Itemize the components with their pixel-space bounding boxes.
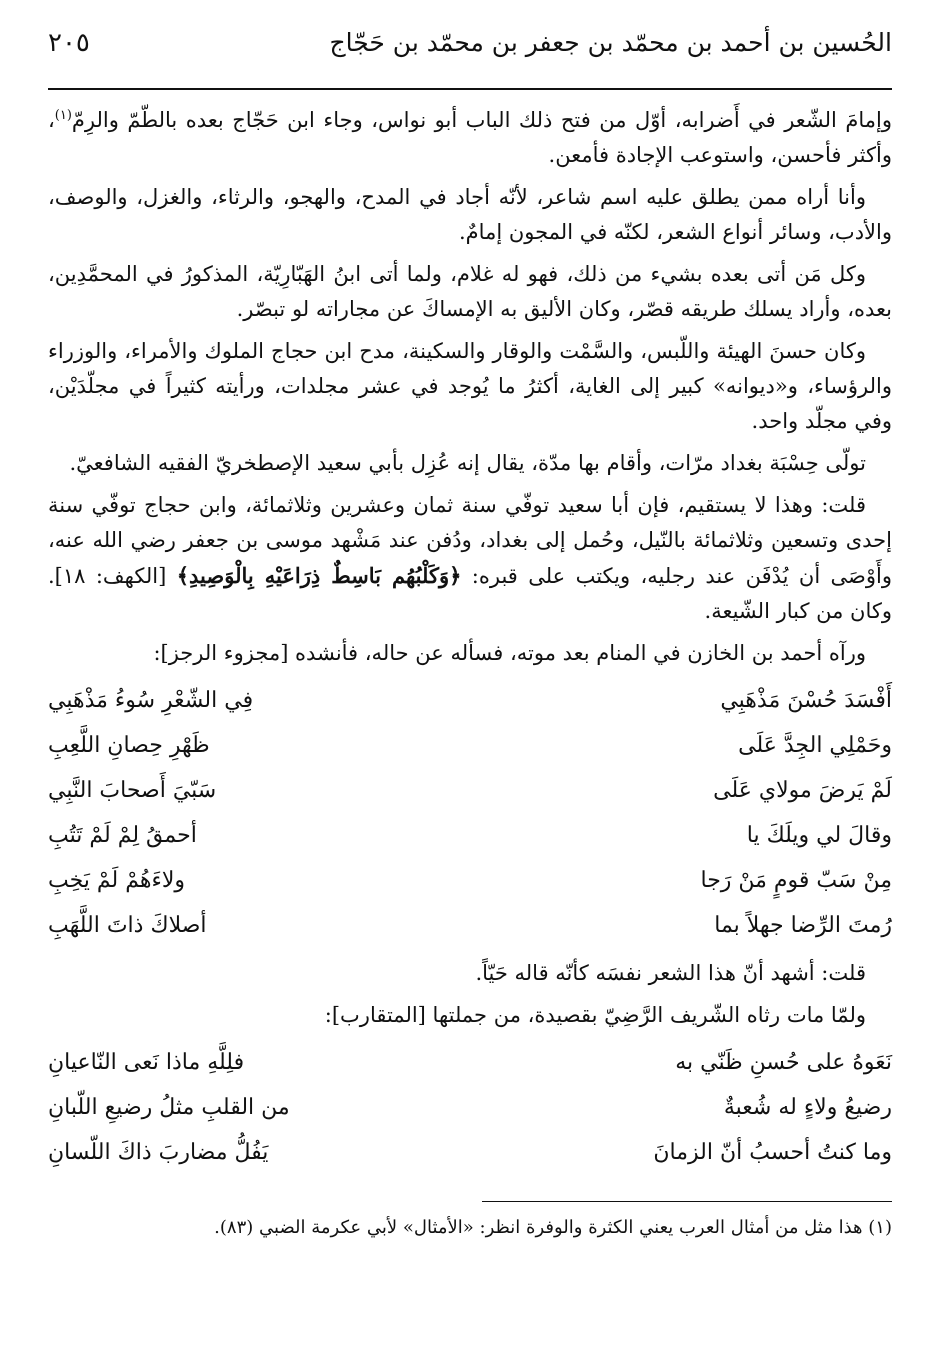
- hemistich-second: ولاءَهُمْ لَمْ يَخِبِ: [48, 868, 186, 893]
- hemistich-second: أصلاكَ ذاتَ اللَّهَبِ: [48, 913, 207, 938]
- verse: [48, 723, 892, 768]
- poem-2: [48, 1040, 892, 1175]
- hemistich-first: رضيعُ ولاءٍ له شُعبةٌ: [723, 1095, 892, 1120]
- paragraph: وأنا أراه ممن يطلق عليه اسم شاعر، لأنّه أجاد في المدح، والهجو، والرثاء، والغزل، والوصف، والأدب، وسائر أنواع الشعر، لكنّه في المجون إمامٌ.: [48, 185, 892, 244]
- hemistich-second: سَبّيَ أَصحابَ النَّبِي: [48, 778, 217, 803]
- hemistich-first: أَفْسَدَ حُسْنَ مَذْهَبِي: [720, 688, 892, 713]
- verse: [48, 903, 892, 948]
- hemistich-first: وقالَ لي ويلَكَ يا: [746, 823, 892, 848]
- poem-intro: ولمّا مات رثاه الشّريف الرَّضِيّ بقصيدة، من جملتها [المتقارب]:: [324, 1003, 866, 1027]
- hemistich-second: فلِلَّهِ ماذا نَعى النّاعيانِ: [48, 1050, 245, 1075]
- verse: [48, 1085, 892, 1130]
- page-number: ٢٠٥: [48, 28, 90, 58]
- poem-intro: ورآه أحمد بن الخازن في المنام بعد موته، فسأله عن حاله، فأنشده [مجزوء الرجز]:: [153, 641, 866, 665]
- footnote-rule: [482, 1201, 892, 1202]
- hemistich-first: لَمْ يَرضَ مولاي عَلَى: [713, 778, 892, 803]
- paragraph-qult: قلت: وهذا لا يستقيم، فإن أبا سعيد توفّي سنة ثمان وعشرين وثلاثمائة، وابن حجاج توفّي سنة إحدى وتسعين وثلاثمائة بالنّيل، وحُمل إلى بغداد، ودُفن عند مَشْهد موسى بن جعفر رضي الله عنه، وأَوْصَى أن يُدْفَن عند رجليه، ويكتب على قبره: ﴿وَكَلْبُهُم بَاسِطٌ ذِرَاعَيْهِ بِالْوَصِيدِ﴾ [الكهف: ١٨]. وكان من كبار الشّيعة.: [48, 493, 892, 623]
- hemistich-first: رُمتَ الرِّضا جهلاً بما: [714, 913, 892, 938]
- verse: [48, 1130, 892, 1175]
- paragraph: وإمامَ الشّعر في أَضرابه، أوّل من فتح ذلك الباب أبو نواس، وجاء ابن حَجّاج بعده بالطّمّ والرِمّ$^{(١)}$، وأكثر فأحسن، واستوعب الإجادة فأمعن.: [48, 108, 892, 167]
- footnote-ref: (١): [54, 108, 72, 123]
- verse: [48, 1040, 892, 1085]
- hemistich-second: ظَهْرِ حِصانِ اللَّعِبِ: [48, 733, 210, 758]
- verse: [48, 678, 892, 723]
- footnote: (١) هذا مثل من أمثال العرب يعني الكثرة والوفرة انظر: «الأمثال» لأبي عكرمة الضبي (٨٣).: [214, 1217, 892, 1238]
- quran-quote: ﴿وَكَلْبُهُم بَاسِطٌ ذِرَاعَيْهِ بِالْوَصِيدِ﴾: [176, 563, 462, 588]
- running-header: [48, 28, 892, 80]
- hemistich-second: أحمقُ لِمْ لَمْ تَتُبِ: [48, 823, 197, 848]
- verse: [48, 858, 892, 903]
- page-body: [48, 98, 892, 1175]
- poem-1: [48, 678, 892, 948]
- hemistich-first: نَعَوهُ على حُسنِ ظَنّي به: [675, 1050, 892, 1075]
- verse: [48, 768, 892, 813]
- paragraph: وكان حسنَ الهيئة واللّبس، والسَّمْت والوقار والسكينة، مدح ابن حجاج الملوك والأمراء، والوزراء والرؤساء، و«ديوانه» كبير إلى الغاية، أكثرُ ما يُوجد في عشر مجلدات، ورأيته كثيراً في مجلّدَيْن، وفي مجلّد واحد.: [48, 339, 892, 433]
- paragraph-qult-2: قلت: أشهد أنّ هذا الشعر نفسَه كأنّه قاله حَيّاً.: [475, 961, 866, 985]
- hemistich-first: وحَمْلِي الجِدَّ عَلَى: [738, 733, 892, 758]
- hemistich-first: وما كنتُ أحسبُ أنّ الزمانَ: [653, 1140, 892, 1165]
- hemistich-second: يَفُلُّ مضاربَ ذاكَ اللّسانِ: [48, 1140, 269, 1165]
- paragraph: تولّى حِسْبَة بغداد مرّات، وأقام بها مدّة، يقال إنه عُزِل بأبي سعيد الإصطخريّ الفقيه الشافعيّ.: [69, 451, 866, 475]
- running-title: الحُسين بن أحمد بن محمّد بن جعفر بن محمّد بن حَجّاج: [329, 28, 892, 57]
- hemistich-first: مِنْ سَبّ قومٍ مَنْ رَجا: [700, 868, 892, 893]
- verse: [48, 813, 892, 858]
- hemistich-second: فِي الشّعْرِ سُوءُ مَذْهَبِي: [48, 688, 254, 713]
- hemistich-second: من القلبِ مثلُ رضيعِ اللّبانِ: [48, 1095, 290, 1120]
- paragraph: وكل مَن أتى بعده بشيء من ذلك، فهو له غلام، ولما أتى ابنُ الهَبّارِيّة، المذكورُ في المحمَّدِين، بعده، وأراد يسلك طريقه قصّر، وكان الأليق به الإمساكَ عن مجاراته لو تبصّر.: [48, 262, 892, 321]
- header-rule: [48, 88, 892, 90]
